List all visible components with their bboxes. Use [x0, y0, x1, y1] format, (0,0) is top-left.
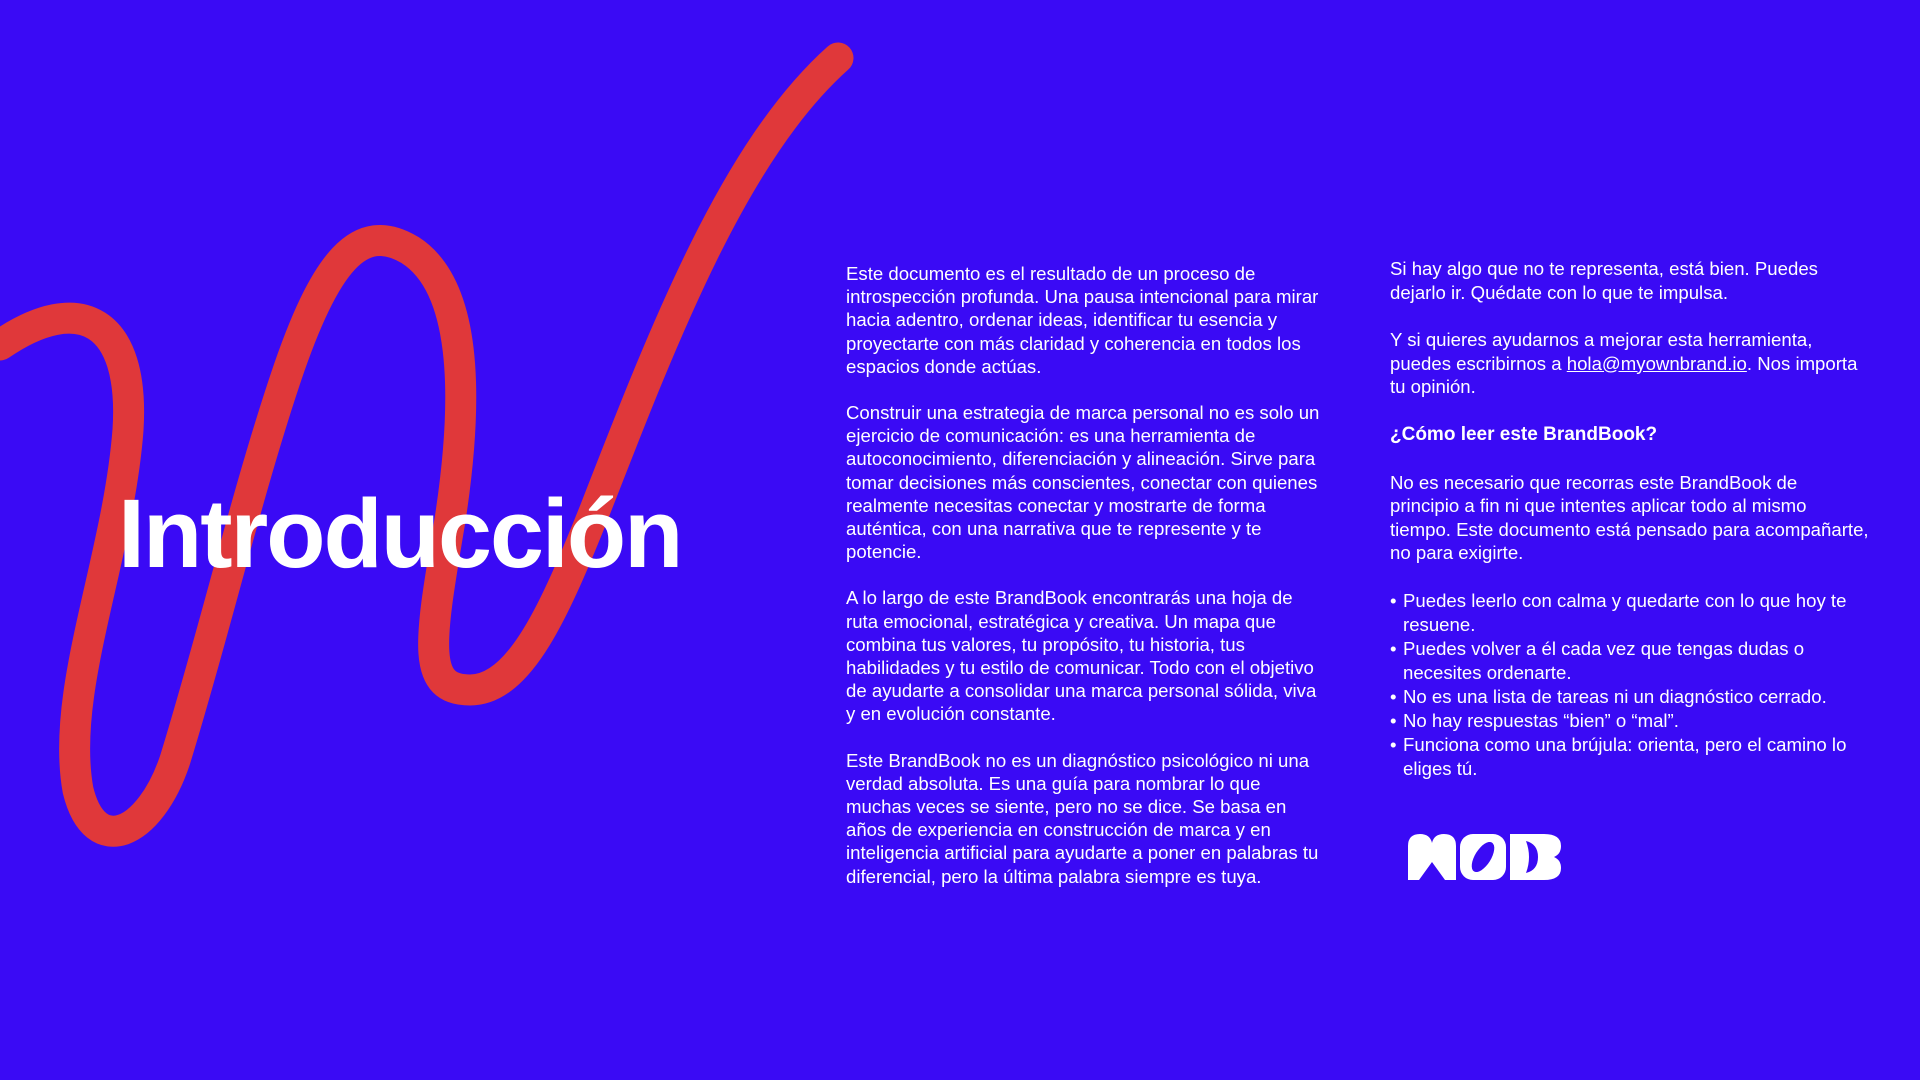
feedback-text-after: . Nos importa tu opinión. [1390, 352, 1858, 397]
intro-paragraph: Este BrandBook no es un diagnóstico psicológico ni una verdad absoluta. Es una guía para nombrar lo que muchas veces se siente, pero no se dice. Se basa en años de experiencia en construcción de marca y en inteligencia artificial para ayudarte a poner en palabras tu diferencial, pero la última palabra siempre es tuya. [846, 749, 1319, 887]
feedback-text-before: Y si quieres ayudarnos a mejorar esta herramienta, puedes escribirnos a [1390, 329, 1813, 374]
feedback-paragraph [1390, 328, 1870, 399]
contact-email-link[interactable]: hola@myownbrand.io [1566, 352, 1747, 374]
reading-guide-column [1390, 257, 1870, 781]
how-to-read-heading: ¿Cómo leer este BrandBook? [1390, 423, 1658, 445]
list-item: • Funciona como una brújula: orienta, pero el camino lo eliges tú. [1390, 733, 1870, 781]
reading-tips-list [1390, 589, 1870, 781]
letting-go-paragraph: Si hay algo que no te representa, está bien. Puedes dejarlo ir. Quédate con lo que te impulsa. [1390, 258, 1818, 303]
intro-column [846, 262, 1328, 911]
how-to-read-paragraph: No es necesario que recorras este BrandBook de principio a fin ni que intentes aplicar todo al mismo tiempo. Este documento está pensado para acompañarte, no para exigirte. [1390, 471, 1869, 563]
intro-paragraph: Construir una estrategia de marca personal no es solo un ejercicio de comunicación: es una herramienta de autoconocimiento, diferenciación y alineación. Sirve para tomar decisiones más conscientes, conectar con quienes realmente necesitas conectar y mostrarte de forma auténtica, con una narrativa que te represente y te potencie. [846, 402, 1320, 563]
mob-brand-logo [1406, 832, 1563, 882]
page-title: Introducción [118, 479, 682, 588]
list-item: • Puedes leerlo con calma y quedarte con lo que hoy te resuene. [1390, 589, 1870, 637]
list-item: • No es una lista de tareas ni un diagnóstico cerrado. [1390, 685, 1870, 709]
intro-paragraph: Este documento es el resultado de un proceso de introspección profunda. Una pausa intencional para mirar hacia adentro, ordenar ideas, identificar tu esencia y proyectarte con más claridad y coherencia en todos los espacios donde actúas. [846, 263, 1319, 377]
list-item: • Puedes volver a él cada vez que tengas dudas o necesites ordenarte. [1390, 637, 1870, 685]
list-item: • No hay respuestas “bien” o “mal”. [1390, 709, 1870, 733]
intro-paragraph: A lo largo de este BrandBook encontrarás una hoja de ruta emocional, estratégica y creativa. Un mapa que combina tus valores, tu propósito, tu historia, tus habilidades y tu estilo de comunicar. Todo con el objetivo de ayudarte a consolidar una marca personal sólida, viva y en evolución constante. [846, 587, 1317, 725]
